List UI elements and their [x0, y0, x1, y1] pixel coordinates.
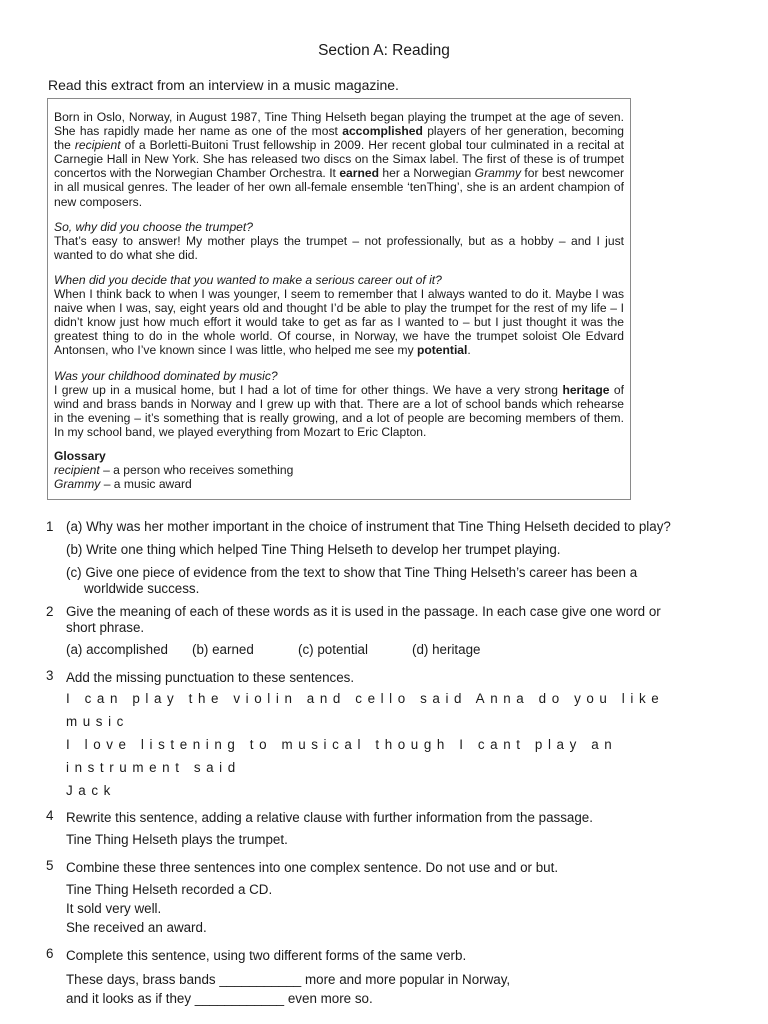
question-5: 5 Combine these three sentences into one complex sentence. Do not use and or but. Tine Thing Helseth recorded a CD. It sold very well. She received an award.: [46, 858, 726, 937]
question-number: 5: [46, 858, 54, 873]
question-3: 3 Add the missing punctuation to these sentences. I can play the violin and cello said Anna do you like music I love listening to musical though I cant play an instrument said Jack: [46, 668, 726, 802]
example-sentence: It sold very well.: [66, 901, 162, 916]
question-1a: (a) Why was her mother important in the choice of instrument that Tine Thing Helseth decided to play?: [66, 519, 671, 534]
question-1c: (c) Give one piece of evidence from the text to show that Tine Thing Helseth’s career has been a worldwide success.: [66, 565, 638, 596]
extract-paragraph-1: Born in Oslo, Norway, in August 1987, Tine Thing Helseth began playing the trumpet at the age of seven. She has rapidly made her name as one of the most accomplished players of her generation, becoming the recipient of a Borletti-Buitoni Trust fellowship in 2009. Her recent global tour culminated in a recital at Carnegie Hall in New York. She has released two discs on the Simax label. The first of these is of trumpet concertos with the Norwegian Chamber Orchestra. It earned her a Norwegian Grammy for best newcomer in all musical genres. The leader of her own all-female ensemble ‘tenThing’, she is an ardent champion of new composers.: [54, 110, 624, 209]
question-2: 2 Give the meaning of each of these words as it is used in the passage. In each case give one word or short phrase. (a) accomplished (b) earned (c) potential (d) heritage: [46, 604, 726, 658]
question-4: 4 Rewrite this sentence, adding a relative clause with further information from the passage. Tine Thing Helseth plays the trumpet.: [46, 808, 726, 849]
question-6: 6 Complete this sentence, using two different forms of the same verb. These days, brass bands ___________ more and more popular in Norway, and it looks as if they ____________ even more so.: [46, 946, 726, 1008]
extract-box: [47, 98, 631, 500]
interview-exchange-3: Was your childhood dominated by music? I grew up in a musical home, but I had a lot of time for other things. We have a very strong heritage of wind and brass bands in Norway and I grew up with that. There are a lot of school bands which rehearse in the evening – it’s something that is really growing, and a lot of people are becoming members of them. In my school band, we played everything from Mozart to Eric Clapton.: [54, 368, 624, 439]
intro-text: Read this extract from an interview in a music magazine.: [48, 77, 399, 93]
section-title: Section A: Reading: [318, 42, 450, 59]
question-number: 6: [46, 946, 54, 961]
word-item: (c) potential: [298, 642, 368, 657]
question-1b: (b) Write one thing which helped Tine Thing Helseth to develop her trumpet playing.: [66, 542, 561, 557]
interview-question: When did you decide that you wanted to make a serious career out of it?: [54, 272, 442, 287]
question-number: 1: [46, 519, 54, 534]
example-sentence: and it looks as if they ____________ even more so.: [66, 991, 373, 1006]
questions-list: [46, 519, 726, 1008]
glossary-item: Grammy – a music award: [54, 477, 192, 492]
example-sentence: She received an award.: [66, 920, 207, 935]
interview-exchange-1: [54, 220, 624, 262]
glossary-item: recipient – a person who receives something: [54, 463, 294, 478]
word-item: (b) earned: [192, 642, 254, 657]
example-sentence: These days, brass bands ___________ more and more popular in Norway,: [66, 972, 511, 987]
punctuation-sentence: I can play the violin and cello said Anna do you like music: [66, 691, 665, 729]
glossary-heading: Glossary: [54, 448, 106, 463]
glossary: [54, 449, 624, 491]
punctuation-sentence: Jack: [66, 783, 116, 798]
question-number: 4: [46, 808, 54, 823]
question-number: 3: [46, 668, 54, 683]
interview-question: So, why did you choose the trumpet?: [54, 219, 253, 234]
example-sentence: Tine Thing Helseth plays the trumpet.: [66, 832, 288, 847]
word-list: [66, 642, 726, 658]
interview-question: Was your childhood dominated by music?: [54, 368, 278, 383]
punctuation-sentence: I love listening to musical though I cant play an instrument said: [66, 737, 618, 775]
question-1: [46, 519, 726, 597]
word-item: (a) accomplished: [66, 642, 168, 657]
interview-exchange-2: When did you decide that you wanted to make a serious career out of it? When I think back to when I was younger, I seem to remember that I always wanted to do it. Maybe I was naive when I was, say, eight years old and thought I’d be able to play the trumpet for the rest of my life – I didn’t know just how much effort it would take to get as far as I wanted to – but I just thought it was the greatest thing to do in the whole world. Of course, in Norway, we have the trumpet soloist Ole Edvard Antonsen, who I’ve known since I was little, who helped me see my potential.: [54, 272, 624, 358]
word-item: (d) heritage: [412, 642, 481, 657]
example-sentence: Tine Thing Helseth recorded a CD.: [66, 882, 273, 897]
question-number: 2: [46, 604, 54, 619]
interview-answer: That’s easy to answer! My mother plays the trumpet – not professionally, but as a hobby – and I just wanted to do what she did.: [54, 233, 624, 262]
